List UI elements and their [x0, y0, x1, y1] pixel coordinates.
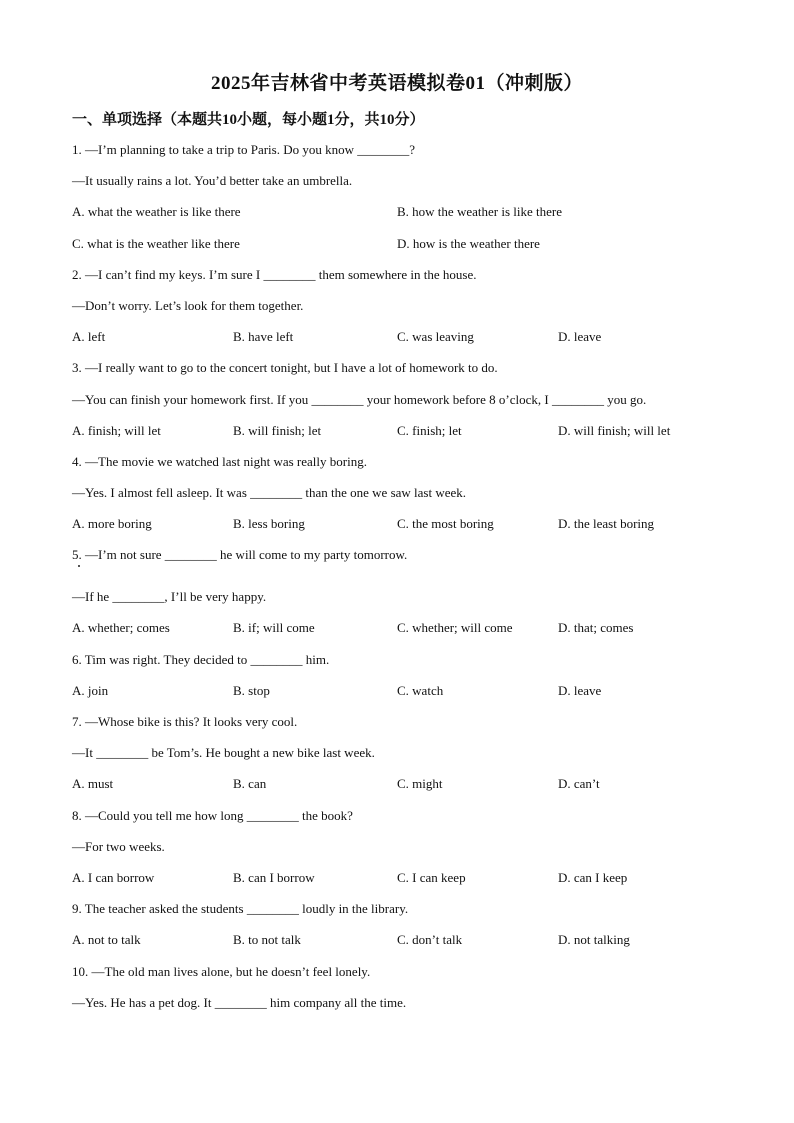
question-9-option-c[interactable]: C. don’t talk — [397, 932, 463, 947]
question-7-option-c[interactable]: C. might — [397, 776, 443, 791]
question-3-reply: —You can finish your homework first. If you ________ your homework before 8 o’clock, I ________ you go. — [72, 392, 647, 407]
question-5-option-a[interactable]: A. whether; comes — [72, 620, 170, 635]
question-9-option-a[interactable]: A. not to talk — [72, 932, 141, 947]
question-6-option-b[interactable]: B. stop — [233, 683, 270, 698]
question-1-stem: 1. —I’m planning to take a trip to Paris. Do you know ________? — [72, 142, 416, 157]
question-4-option-d[interactable]: D. the least boring — [558, 516, 655, 531]
question-8-option-b[interactable]: B. can I borrow — [233, 870, 315, 885]
question-8-option-a[interactable]: A. I can borrow — [72, 870, 155, 885]
question-7-option-b[interactable]: B. can — [233, 776, 267, 791]
question-1-option-c[interactable]: C. what is the weather like there — [72, 236, 240, 251]
question-8-option-c[interactable]: C. I can keep — [397, 870, 466, 885]
exam-title: 2025年吉林省中考英语模拟卷01（冲刺版） — [210, 73, 583, 94]
question-5-stem: 5. —I’m not sure ________ he will come to my party tomorrow. — [72, 547, 408, 562]
section-heading: 一、单项选择（本题共10小题，每小题1分，共10分） — [72, 112, 425, 128]
question-4-option-a[interactable]: A. more boring — [72, 516, 152, 531]
question-7-stem: 7. —Whose bike is this? It looks very cool. — [72, 714, 298, 729]
question-9-option-d[interactable]: D. not talking — [558, 932, 630, 947]
question-2-option-c[interactable]: C. was leaving — [397, 329, 474, 344]
question-6-option-c[interactable]: C. watch — [397, 683, 444, 698]
question-7-reply: —It ________ be Tom’s. He bought a new bike last week. — [72, 745, 375, 760]
question-7-option-d[interactable]: D. can’t — [558, 776, 600, 791]
question-4-option-b[interactable]: B. less boring — [233, 516, 305, 531]
question-2-option-a[interactable]: A. left — [72, 329, 106, 344]
question-6-option-d[interactable]: D. leave — [558, 683, 602, 698]
question-4-stem: 4. —The movie we watched last night was really boring. — [72, 454, 367, 469]
question-7-option-a[interactable]: A. must — [72, 776, 114, 791]
question-3-option-d[interactable]: D. will finish; will let — [558, 423, 671, 438]
question-3-option-b[interactable]: B. will finish; let — [233, 423, 322, 438]
question-6-option-a[interactable]: A. join — [72, 683, 109, 698]
question-4-option-c[interactable]: C. the most boring — [397, 516, 494, 531]
question-5-reply: —If he ________, I’ll be very happy. — [72, 589, 267, 604]
question-10-reply: —Yes. He has a pet dog. It ________ him company all the time. — [72, 995, 407, 1010]
question-5-option-d[interactable]: D. that; comes — [558, 620, 634, 635]
question-3-option-c[interactable]: C. finish; let — [397, 423, 462, 438]
question-6-stem: 6. Tim was right. They decided to ________ him. — [72, 652, 330, 667]
question-5-option-c[interactable]: C. whether; will come — [397, 620, 513, 635]
question-10-stem: 10. —The old man lives alone, but he doesn’t feel lonely. — [72, 964, 371, 979]
question-3-option-a[interactable]: A. finish; will let — [72, 423, 161, 438]
question-3-stem: 3. —I really want to go to the concert tonight, but I have a lot of homework to do. — [72, 360, 498, 375]
question-8-reply: —For two weeks. — [72, 839, 165, 854]
question-4-reply: —Yes. I almost fell asleep. It was ________ than the one we saw last week. — [72, 485, 467, 500]
question-2-stem: 2. —I can’t find my keys. I’m sure I ________ them somewhere in the house. — [72, 267, 477, 282]
stray-dot — [78, 565, 80, 567]
question-5-option-b[interactable]: B. if; will come — [233, 620, 315, 635]
question-1-option-a[interactable]: A. what the weather is like there — [72, 204, 241, 219]
question-9-stem: 9. The teacher asked the students ________ loudly in the library. — [72, 901, 409, 916]
question-1-option-b[interactable]: B. how the weather is like there — [397, 204, 562, 219]
question-8-stem: 8. —Could you tell me how long ________ the book? — [72, 808, 353, 823]
question-1-option-d[interactable]: D. how is the weather there — [397, 236, 540, 251]
question-9-option-b[interactable]: B. to not talk — [233, 932, 301, 947]
question-2-option-b[interactable]: B. have left — [233, 329, 294, 344]
question-2-reply: —Don’t worry. Let’s look for them together. — [72, 298, 304, 313]
question-2-option-d[interactable]: D. leave — [558, 329, 602, 344]
question-8-option-d[interactable]: D. can I keep — [558, 870, 628, 885]
question-1-reply: —It usually rains a lot. You’d better take an umbrella. — [72, 173, 353, 188]
